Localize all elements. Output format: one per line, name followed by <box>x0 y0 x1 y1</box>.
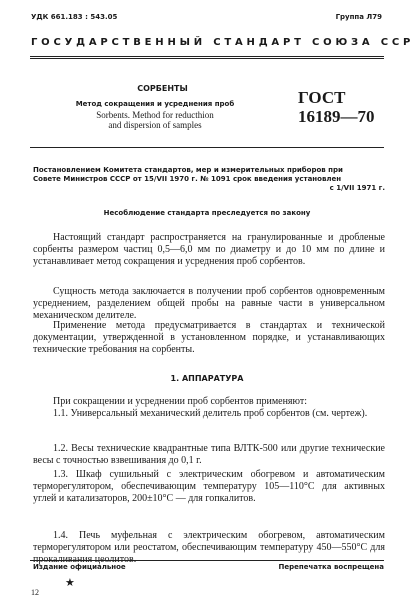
paragraph-1-2: 1.2. Весы технические квадрантные типа ВЛТК-500 или другие технические весы с точностью взвешивания до 0,1 г. <box>33 443 385 466</box>
decree-line-1: Постановлением Комитета стандартов, мер и измерительных приборов при <box>33 166 343 174</box>
reprint-note: Перепечатка воспрещена <box>278 563 384 571</box>
paragraph-scope: Настоящий стандарт распространяется на гранулированные и дробленые сорбенты размером частиц 0,5—6,0 мм по диаметру и до 10 мм по длине и устанавливает метод сокращения и усреднения проб сорбентов. <box>33 232 385 267</box>
header-divider <box>30 147 384 148</box>
english-title <box>70 110 240 130</box>
section-title-apparatus: 1. АППАРАТУРА <box>170 374 244 383</box>
edition-note: Издание официальное <box>33 563 126 571</box>
paragraph-apparatus-intro: При сокращении и усреднении проб сорбентов применяют: <box>53 396 308 407</box>
paragraph-1-4: 1.4. Печь муфельная с электрическим обогревом, автоматическим терморегулятором или реостатом, обеспечивающим температуру 450—550°С для <box>33 530 385 553</box>
gost-label: ГОСТ <box>298 88 346 107</box>
gost-number: 16189—70 <box>298 107 375 126</box>
decree-text <box>33 166 385 193</box>
udk-code: УДК 661.183 : 543.05 <box>31 13 118 21</box>
law-notice: Несоблюдение стандарта преследуется по закону <box>103 209 311 217</box>
state-standard-heading: ГОСУДАРСТВЕННЫЙ СТАНДАРТ СОЮЗА ССР <box>31 37 415 48</box>
english-title-line-2: and dispersion of samples <box>108 120 202 130</box>
top-rule <box>30 56 384 57</box>
star-icon: ★ <box>65 577 75 589</box>
page-number: 12 <box>31 588 39 597</box>
decree-line-3: с 1/VII 1971 г. <box>329 184 385 192</box>
top-rule-2 <box>30 58 384 59</box>
method-subtitle: Метод сокращения и усреднения проб <box>75 100 235 108</box>
paragraph-essence: Сущность метода заключается в получении проб сорбентов одновременным усреднением, разделением общей пробы на равные части в универсальном механическом делителе. <box>33 286 385 321</box>
paragraph-1-3: 1.3. Шкаф сушильный с электрическим обогревом и автоматическим терморегулятором, обеспечивающим температуру 105—110°С для активных углей и катализаторов, 200±10°С — для гопкалитов. <box>33 469 385 504</box>
english-title-line-1: Sorbents. Method for reducthion <box>96 110 214 120</box>
paragraph-1-1: 1.1. Универсальный механический делитель проб сорбентов (см. чертеж). <box>53 408 368 419</box>
decree-line-2: Совете Министров СССР от 15/VII 1970 г. № 1091 срок введения установлен <box>33 175 342 183</box>
group-code: Группа Л79 <box>335 13 382 21</box>
document-title: СОРБЕНТЫ <box>137 84 188 93</box>
paragraph-application: Применение метода предусматривается в стандартах и технической документации, утвержденной в установленном порядке, и устанавливающих технические требования на сорбенты. <box>33 320 385 355</box>
footer-rule <box>30 560 384 561</box>
